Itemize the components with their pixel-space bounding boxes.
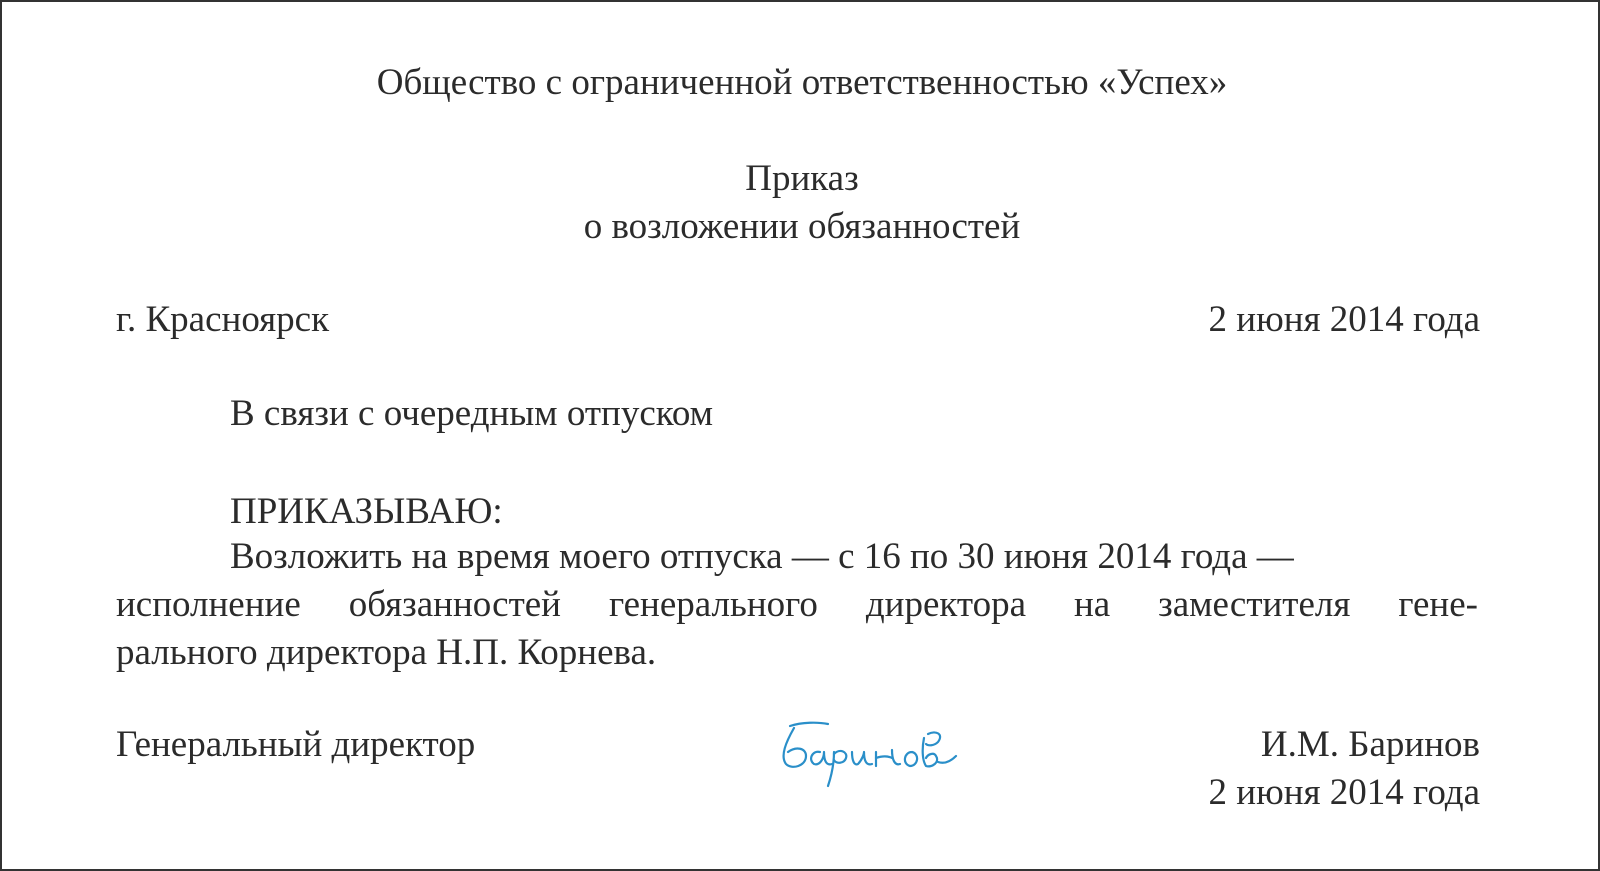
order-body-line-2 <box>116 581 1478 629</box>
handwritten-signature <box>772 712 972 792</box>
body-word: гене- <box>1398 584 1478 625</box>
order-body-line-1: Возложить на время моего отпуска — с 16 по 30 июня 2014 года — <box>230 536 1294 577</box>
order-body <box>116 533 1478 677</box>
organization-name: Общество с ограниченной ответственностью «Успех» <box>376 62 1228 103</box>
city: г. Красноярск <box>116 299 330 340</box>
order-reason: В связи с очередным отпуском <box>230 393 714 434</box>
body-word: на <box>1073 584 1111 625</box>
signatory-name: И.М. Баринов <box>1260 724 1480 765</box>
document-subtitle: о возложении обязанностей <box>583 206 1021 247</box>
signatory-position: Генеральный директор <box>116 724 476 765</box>
order-body-line-3: рального директора Н.П. Корнева. <box>116 632 657 673</box>
signature-date: 2 июня 2014 года <box>1208 772 1480 813</box>
body-word: заместителя <box>1158 584 1351 625</box>
document-date: 2 июня 2014 года <box>1208 299 1480 340</box>
body-word: генерального <box>608 584 818 625</box>
body-word: обязанностей <box>348 584 561 625</box>
order-keyword: ПРИКАЗЫВАЮ: <box>230 491 503 532</box>
body-word: исполнение <box>116 584 301 625</box>
document-title: Приказ <box>745 158 859 199</box>
body-word: директора <box>865 584 1026 625</box>
